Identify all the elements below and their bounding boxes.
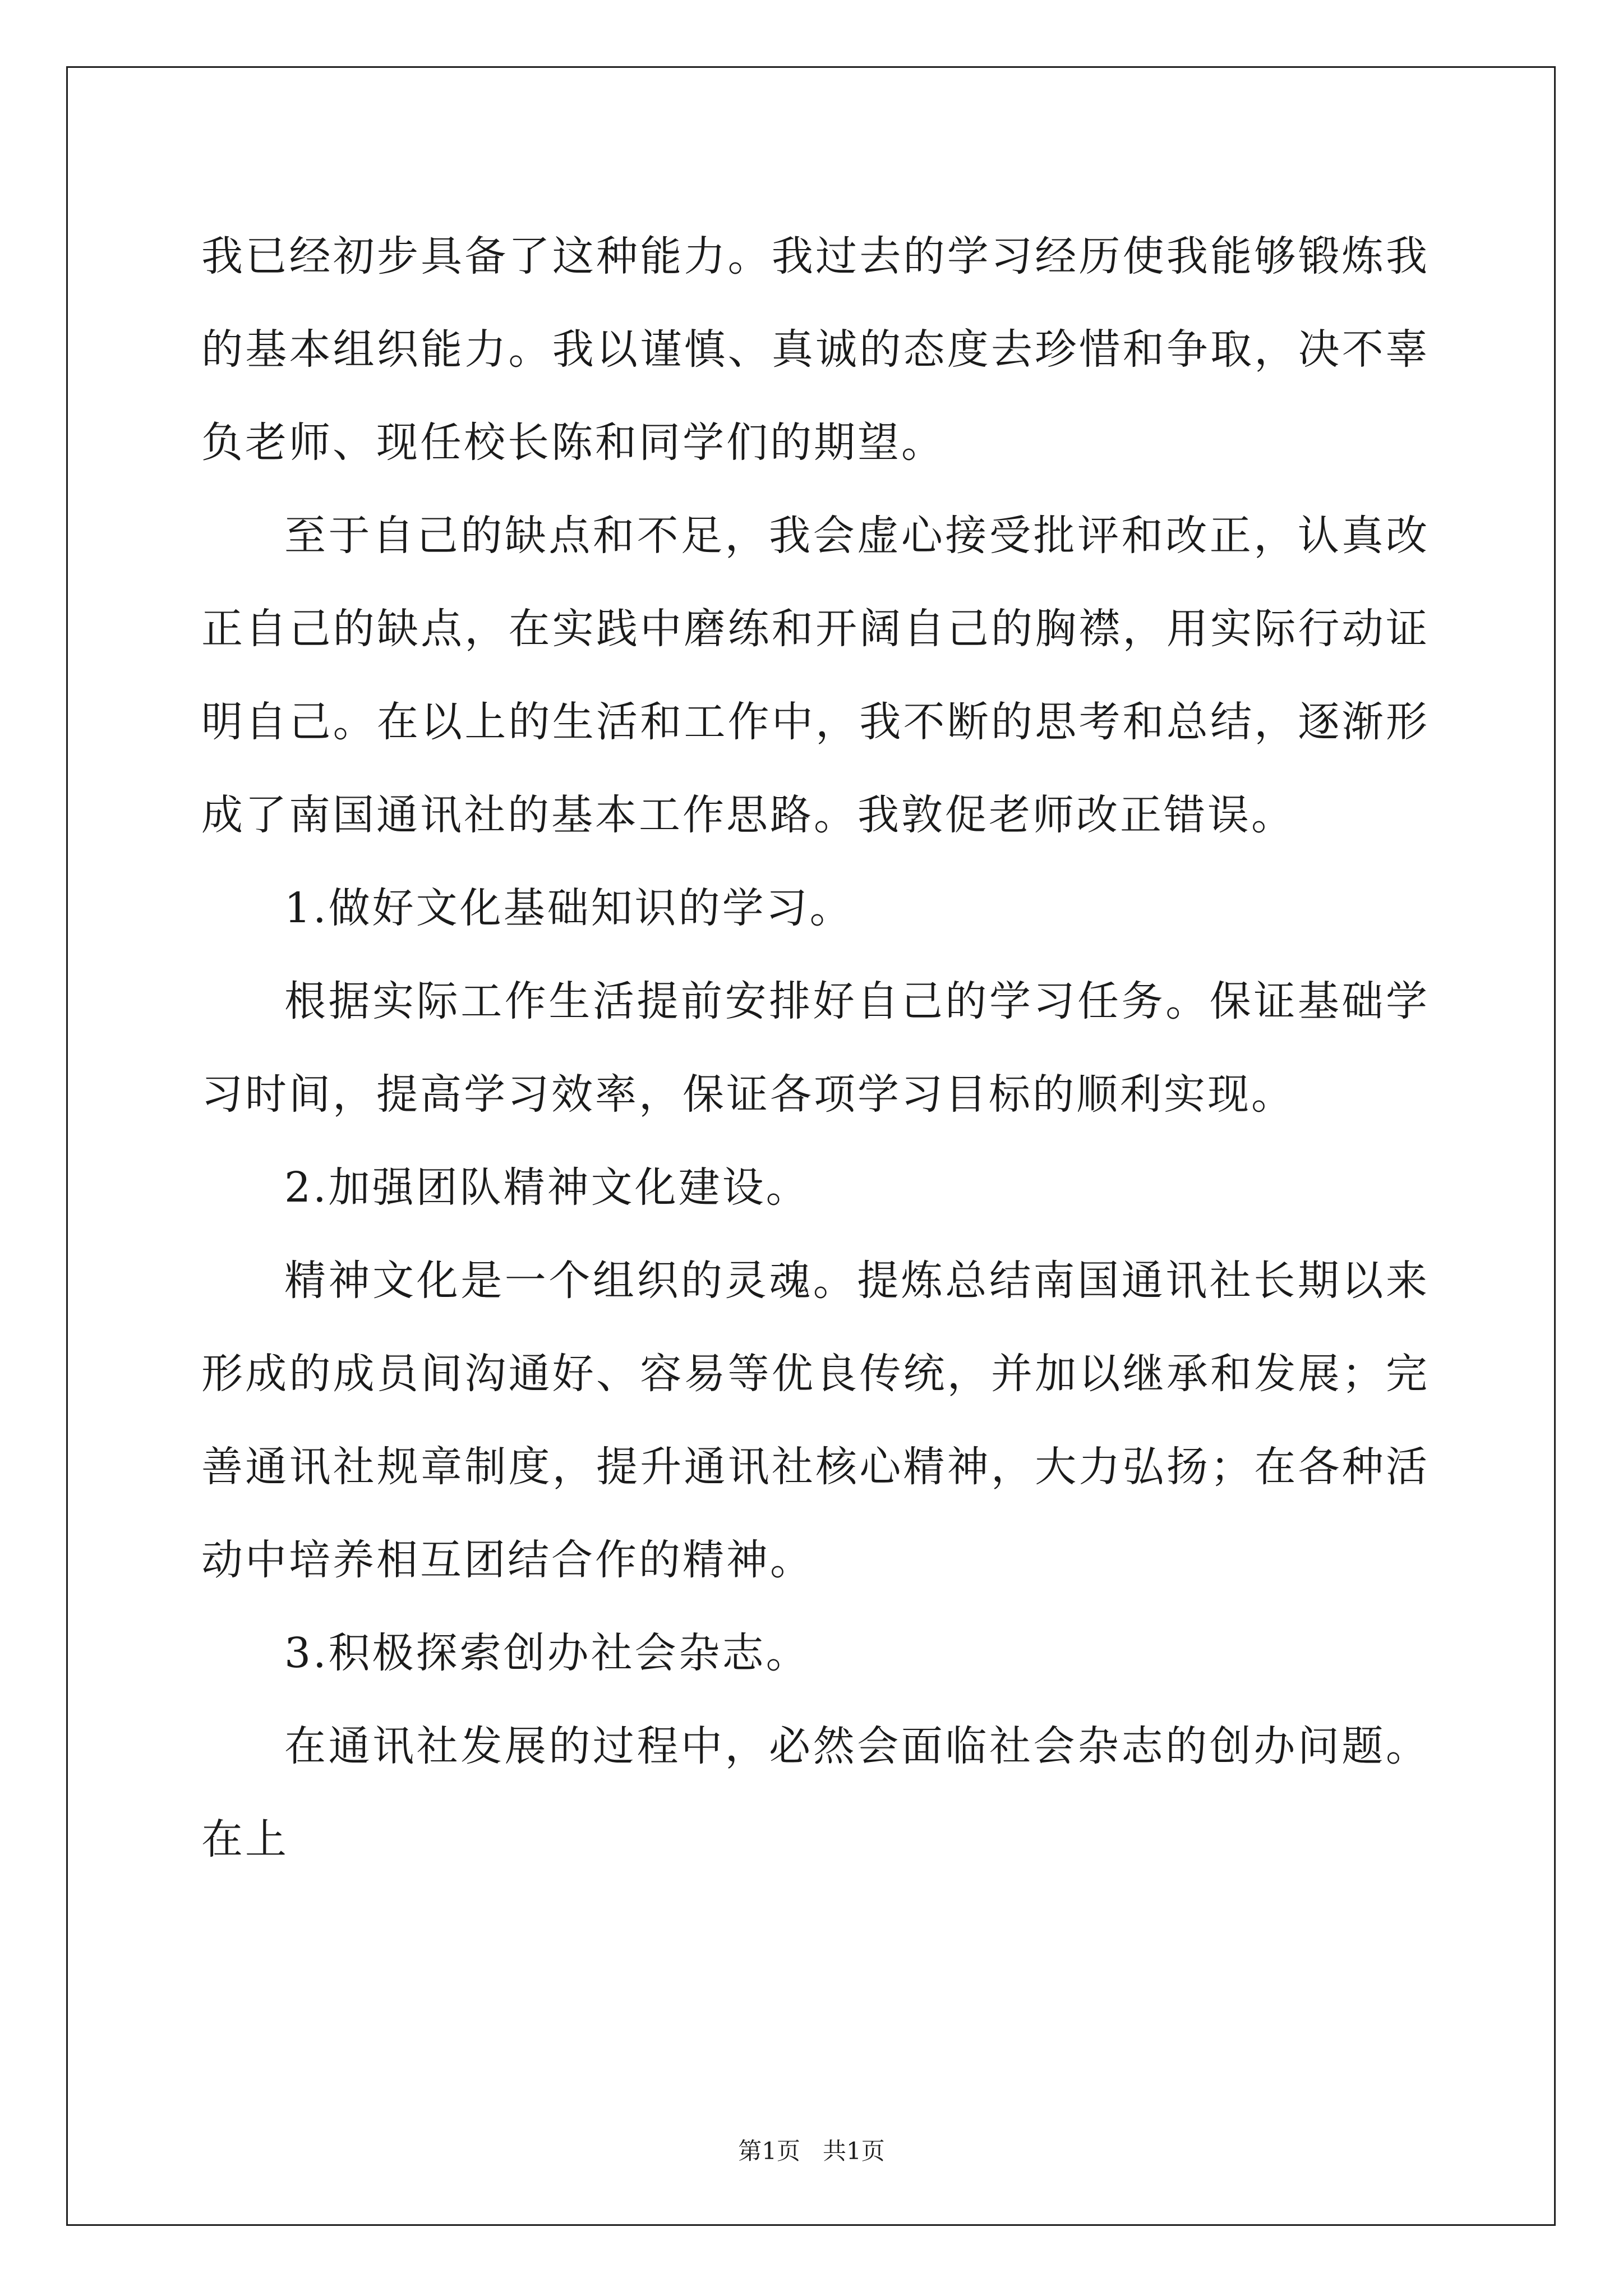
- paragraph-4: 精神文化是一个组织的灵魂。提炼总结南国通讯社长期以来形成的成员间沟通好、容易等优良传统，并加以继承和发展；完善通讯社规章制度，提升通讯社核心精神，大力弘扬；在各种活动中培养相互团结合作的精神。: [201, 1257, 1430, 1584]
- paragraph-3: 根据实际工作生活提前安排好自己的学习任务。保证基础学习时间，提高学习效率，保证各项学习目标的顺利实现。: [201, 977, 1430, 1119]
- paragraph-5: 在通讯社发展的过程中，必然会面临社会杂志的创办问题。在上: [201, 1722, 1430, 1864]
- page-footer: 第1页 共1页: [738, 2137, 885, 2165]
- paragraph-2: 至于自己的缺点和不足，我会虚心接受批评和改正，认真改正自己的缺点，在实践中磨练和开阔自己的胸襟，用实际行动证明自己。在以上的生活和工作中，我不断的思考和总结，逐渐形成了南国通讯社的基本工作思路。我敦促老师改正错误。: [201, 512, 1430, 839]
- heading-item-1: 1.做好文化基础知识的学习。: [284, 884, 854, 932]
- document-body: [201, 210, 1430, 1886]
- paragraph-1: 我已经初步具备了这种能力。我过去的学习经历使我能够锻炼我的基本组织能力。我以谨慎、真诚的态度去珍惜和争取，决不辜负老师、现任校长陈和同学们的期望。: [201, 232, 1430, 467]
- heading-item-3: 3.积极探索创办社会杂志。: [284, 1629, 810, 1677]
- heading-item-2: 2.加强团队精神文化建设。: [284, 1163, 810, 1212]
